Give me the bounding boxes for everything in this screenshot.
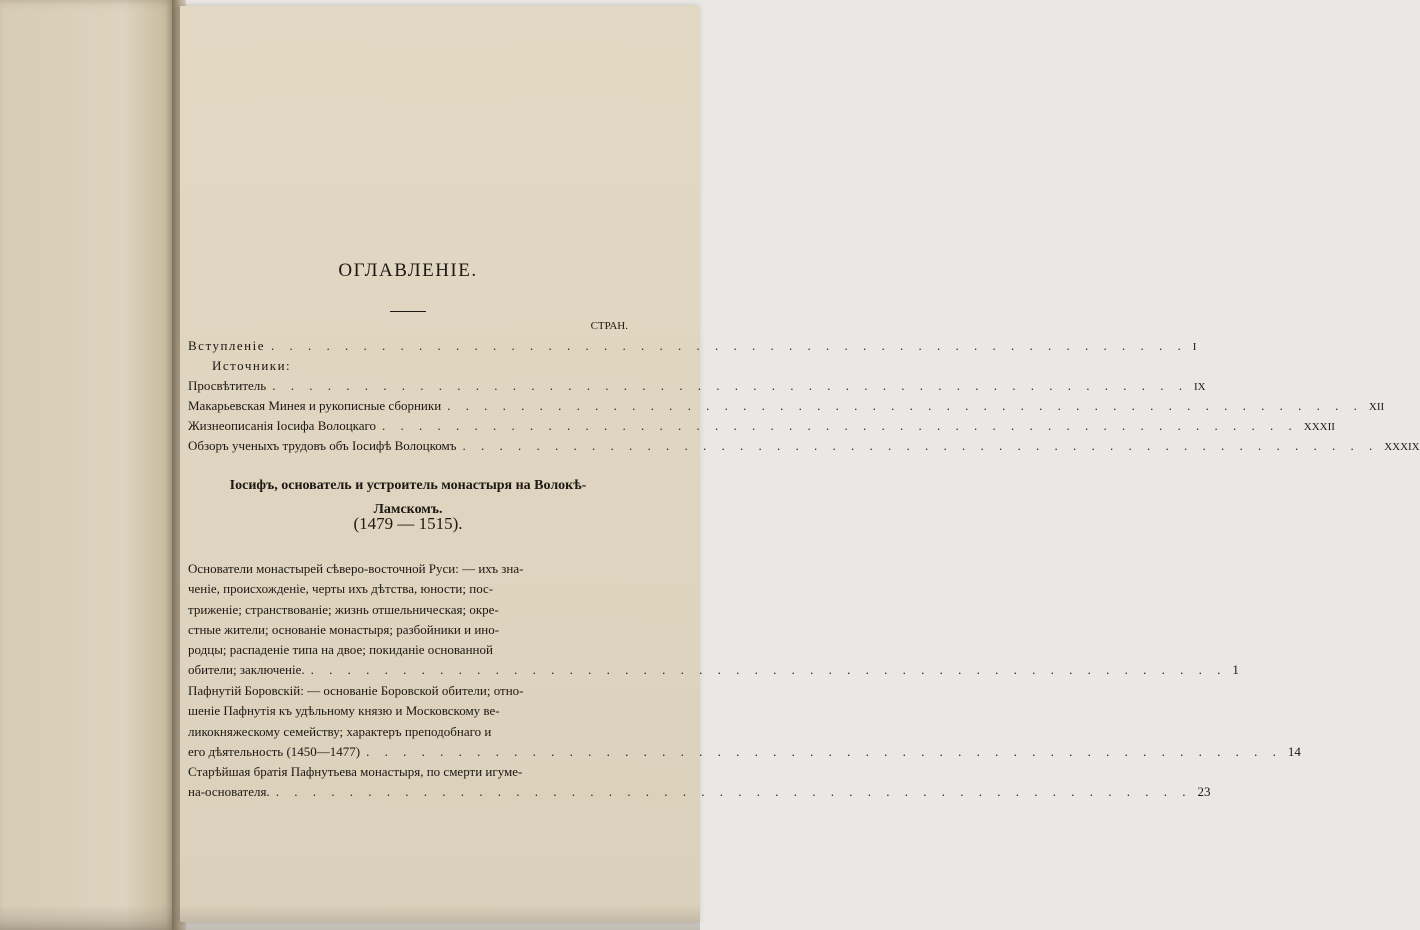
leader-dots: . . . . . . . . . . . . . . . . . . . . . . . . . . . . . . . . . . . . . . . . . . . . . . . . . . [272,378,1188,393]
leader-dots: . . . . . . . . . . . . . . . . . . . . . . . . . . . . . . . . . . . . . . . . . . . . . . . . . . [366,743,1282,759]
entry-last-line [188,782,1211,802]
page-title: ОГЛАВЛЕНІЕ. [338,260,478,281]
section-years: (1479 — 1515). [353,514,463,533]
toc-entry-label: Источники: [212,358,292,373]
leader-dots: . . . . . . . . . . . . . . . . . . . . . . . . . . . . . . . . . . . . . . . . . . . . . . . . . . [462,438,1379,453]
toc-entry-scholarly-review [188,438,1420,458]
entry-line: ченіе, происхожденіе, черты ихъ дѣтства, юности; пос- [188,581,494,597]
page-column-label: СТРАН. [590,320,628,332]
toc-entry-introduction [188,338,1197,358]
entry-line: родцы; распаденіе типа на двое; покиданіе основанной [188,642,493,658]
toc-entry-page: XXXII [1303,421,1335,433]
toc-entry-page: 14 [1287,743,1301,759]
toc-entry-enlightener [188,378,1206,398]
entry-line: Основатели монастырей сѣверо-восточной Руси: — ихъ зна- [188,561,524,576]
toc-entry-page: 1 [1232,662,1239,678]
entry-line: ликокняжескому семейству; характеръ преподобнаго и [188,723,492,739]
entry-line: обители; заключеніе. [188,662,305,678]
entry-line: на-основателя. [188,784,270,800]
toc-entry-page: I [1192,341,1197,353]
left-page [0,0,178,930]
entry-last-line [188,742,1301,762]
leader-dots: . . . . . . . . . . . . . . . . . . . . . . . . . . . . . . . . . . . . . . . . . . . . . . . . . . [275,784,1192,800]
toc-entry-page: XXXIX [1384,441,1420,453]
toc-entry-page: IX [1193,381,1206,393]
toc-entry-label: Обзоръ ученыхъ трудовъ объ Іосифѣ Волоцкомъ [188,438,457,453]
toc-entry-makarievskaya-mineya [188,398,1385,418]
entry-line: Пафнутій Боровскій: — основаніе Боровской обители; отно- [188,683,524,698]
toc-entry-label: Жизнеописанія Іосифа Волоцкаго [188,418,377,433]
title-rule [390,311,426,312]
toc-entry-page: XII [1368,401,1385,413]
table-of-contents [188,0,1420,930]
toc-entry-sources [188,358,628,378]
toc-entry-page: 23 [1197,784,1211,800]
toc-entry-biographies [188,418,1335,438]
toc-entry-brethren [188,762,1211,803]
toc-entry-label: Макарьевская Минея и рукописные сборники [188,398,442,413]
toc-entry-label: Вступленіе [188,338,266,353]
leader-dots: . . . . . . . . . . . . . . . . . . . . . . . . . . . . . . . . . . . . . . . . . . . . . . . . . . [447,398,1363,413]
section-heading-line: Ламскомъ. [373,502,443,517]
entry-line: триженіе; странствованіе; жизнь отшельническая; окре- [188,601,499,617]
entry-last-line [188,660,1239,680]
leader-dots: . . . . . . . . . . . . . . . . . . . . . . . . . . . . . . . . . . . . . . . . . . . . . . . . . . [382,418,1298,433]
entry-line: шеніе Пафнутія къ удѣльному князю и Московскому ве- [188,703,500,719]
toc-entry-label: Просвѣтитель [188,378,267,393]
toc-entry-founders [188,559,1239,681]
entry-line: Старѣйшая братія Пафнутьева монастыря, по смерти игуме- [188,764,523,779]
entry-line: его дѣятельность (1450—1477) [188,743,361,759]
entry-line: стные жители; основаніе монастыря; разбойники и ино- [188,621,500,637]
leader-dots: . . . . . . . . . . . . . . . . . . . . . . . . . . . . . . . . . . . . . . . . . . . . . . . . . . [271,338,1187,353]
toc-entry-pafnutiy [188,681,1301,762]
bottom-edge-shadow [0,905,700,930]
section-heading-line: Іосифъ, основатель и устроитель монастыря на Волокѣ- [229,478,587,493]
leader-dots: . . . . . . . . . . . . . . . . . . . . . . . . . . . . . . . . . . . . . . . . . . . . . . . . . . [310,662,1227,678]
